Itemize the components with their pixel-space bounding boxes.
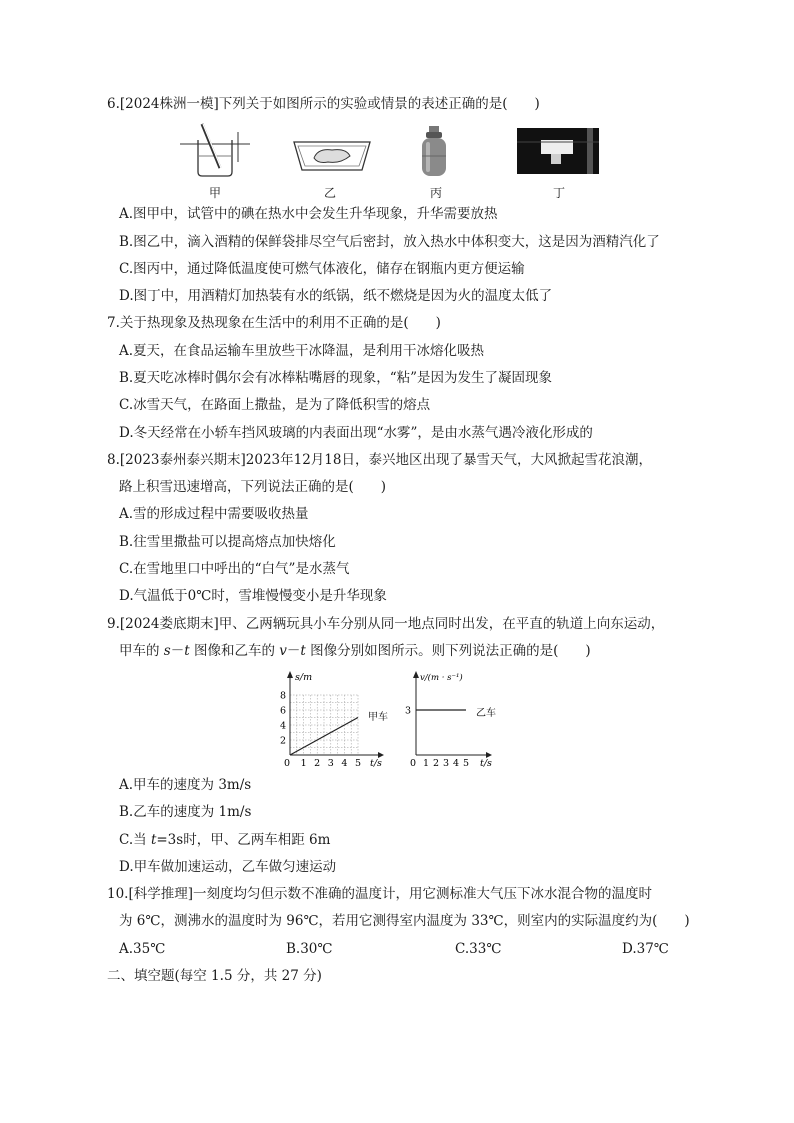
vt-chart [400, 668, 520, 770]
figure-label-ding: 丁 [552, 186, 565, 200]
vt-y-arrow [413, 671, 419, 678]
q10-stem-line2: 为 6℃，测沸水的温度时为 96℃，若用它测得室内温度为 33℃，则室内的实际温度约为( ) [119, 913, 690, 929]
st-ytick-label: 2 [279, 735, 286, 747]
q7-option-c: C.冰雪天气，在路面上撒盐，是为了降低积雪的熔点 [119, 397, 431, 413]
q9-dash-2: － [286, 643, 301, 659]
q9-stem-line2 [119, 642, 591, 660]
q7-option-a: A.夏天，在食品运输车里放些干冰降温，是利用干冰熔化吸热 [119, 343, 485, 359]
q6-option-d: D.图丁中，用酒精灯加热装有水的纸锅，纸不燃烧是因为火的温度太低了 [119, 288, 553, 304]
q9-option-c-text-a: C.当 [119, 832, 151, 848]
st-xtick-label: 1 [300, 758, 307, 769]
q6-stem: 6.[2024株洲一模]下列关于如图所示的实验或情景的表述正确的是( ) [107, 96, 540, 112]
q9-option-c-symbol-t: t [150, 832, 157, 848]
figure-ding-paper-pot-icon [517, 128, 599, 174]
q9-option-c [119, 831, 330, 849]
st-series-jia-label: 甲车 [368, 712, 388, 723]
st-ytick-label: 8 [279, 690, 286, 702]
q10-option-c: C.33℃ [455, 941, 502, 957]
st-xtick-label: 2 [314, 758, 321, 769]
q7-stem: 7.关于热现象及热现象在生活中的利用不正确的是( ) [107, 315, 441, 331]
figure-label-bing: 丙 [429, 186, 442, 200]
st-xtick-label: 4 [341, 758, 348, 769]
q10-option-b: B.30℃ [286, 941, 333, 957]
vt-xtick-label: 2 [432, 758, 440, 769]
q6-option-a: A.图甲中，试管中的碘在热水中会发生升华现象，升华需要放热 [119, 206, 498, 222]
q9-symbol-t: t [184, 643, 190, 659]
q9-option-b: B.乙车的速度为 1m/s [119, 804, 252, 820]
q9-stem-line1: 9.[2024娄底期末]甲、乙两辆玩具小车分别从同一地点同时出发，在平直的轨道上向东运动， [107, 616, 665, 632]
st-xtick-label: 3 [327, 758, 334, 769]
q7-option-b: B.夏天吃冰棒时偶尔会有冰棒粘嘴唇的现象，“粘”是因为发生了凝固现象 [119, 370, 553, 386]
vt-xtick-label: 3 [442, 758, 450, 769]
section-2-heading: 二、填空题(每空 1.5 分，共 27 分) [107, 968, 322, 984]
vt-xtick-label: 1 [422, 758, 430, 769]
st-ylabel: s/m [295, 672, 313, 683]
q8-option-b: B.往雪里撒盐可以提高熔点加快熔化 [119, 534, 336, 550]
q9-stem-text-c: 图像和乙车的 [189, 643, 280, 659]
q8-option-c: C.在雪地里口中呼出的“白气”是水蒸气 [119, 561, 350, 577]
q9-symbol-t2: t [300, 643, 306, 659]
figure-label-jia: 甲 [208, 186, 221, 200]
st-y-arrow [287, 671, 293, 678]
q9-stem-text-a: 甲车的 [119, 643, 164, 659]
vt-origin-label: 0 [409, 758, 417, 769]
figure-yi-tray-icon [292, 134, 372, 174]
q8-stem-line1: 8.[2023泰州泰兴期末]2023年12月18日，泰兴地区出现了暴雪天气，大风掀起雪花浪潮， [107, 452, 652, 468]
figure-label-yi: 乙 [323, 186, 336, 200]
st-origin-label: 0 [283, 758, 291, 769]
q9-option-d: D.甲车做加速运动，乙车做匀速运动 [119, 859, 337, 875]
vt-ylabel: v/(m · s⁻¹) [420, 673, 463, 683]
q10-option-d: D.37℃ [622, 941, 669, 957]
st-ytick-label: 6 [279, 705, 286, 717]
st-ytick-label: 4 [279, 720, 286, 732]
q9-option-a: A.甲车的速度为 3m/s [119, 777, 252, 793]
q10-stem-line1: 10.[科学推理]一刻度均匀但示数不准确的温度计，用它测标准大气压下冰水混合物的温度时 [107, 886, 653, 902]
q8-stem-line2: 路上积雪迅速增高，下列说法正确的是( ) [119, 479, 387, 495]
q9-dash-1: － [170, 643, 185, 659]
q9-stem-text-e: 图像分别如图所示。则下列说法正确的是( ) [305, 643, 591, 659]
q9-option-c-text-b: =3s时，甲、乙两车相距 6m [156, 832, 331, 848]
q6-option-c: C.图丙中，通过降低温度使可燃气体液化，储存在钢瓶内更方便运输 [119, 261, 525, 277]
vt-xtick-label: 5 [462, 758, 470, 769]
st-xtick-label: 5 [354, 758, 362, 769]
vt-xtick-label: 4 [452, 758, 460, 769]
q8-option-a: A.雪的形成过程中需要吸收热量 [119, 506, 309, 522]
q6-option-b: B.图乙中，滴入酒精的保鲜袋排尽空气后密封，放入热水中体积变大，这是因为酒精汽化了 [119, 234, 660, 250]
vt-xlabel: t/s [480, 758, 492, 769]
q8-option-d: D.气温低于0℃时，雪堆慢慢变小是升华现象 [119, 588, 387, 604]
figure-jia-beaker-icon [180, 122, 250, 178]
q7-option-d: D.冬天经常在小轿车挡风玻璃的内表面出现“水雾”，是由水蒸气遇冷液化形成的 [119, 425, 593, 441]
q9-symbol-s: s [163, 643, 171, 659]
vt-ytick-label: 3 [404, 705, 411, 717]
st-xlabel: t/s [370, 758, 382, 769]
q10-option-a: A.35℃ [119, 941, 166, 957]
q9-symbol-v: v [279, 643, 287, 659]
st-chart [270, 668, 400, 770]
figure-bing-gas-cylinder-icon [418, 126, 450, 178]
vt-series-yi-label: 乙车 [476, 708, 496, 719]
